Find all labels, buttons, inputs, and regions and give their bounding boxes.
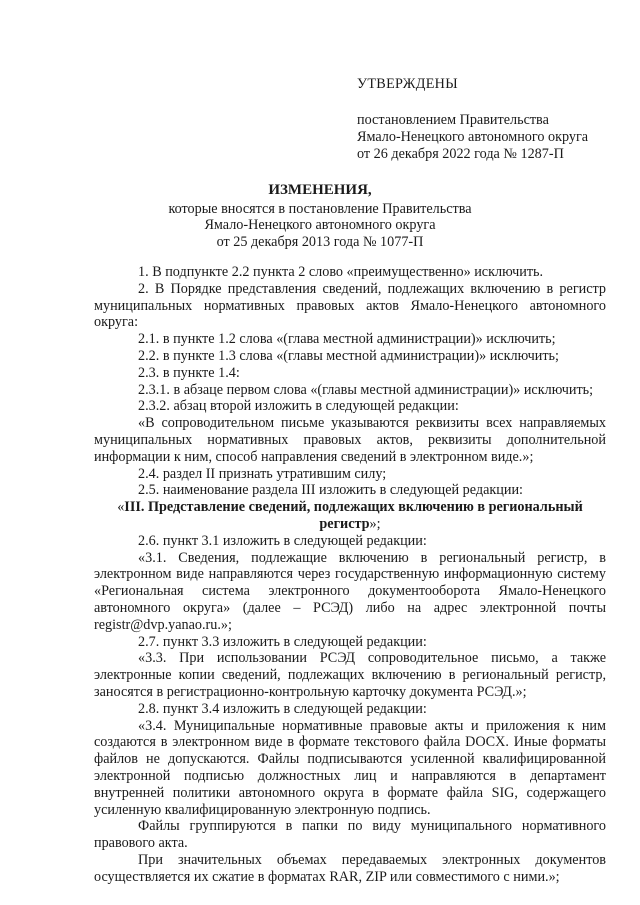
document-body (94, 264, 606, 885)
quote-1: «В сопроводительном письме указываются реквизиты всех направляемых муниципальных нормативных правовых актов, реквизиты дополнительной информации к ним, способ направления сведений в электронном виде.»; (94, 415, 606, 465)
approval-line-2: Ямало-Ненецкого автономного округа (357, 129, 589, 145)
paragraph-2-7: 2.7. пункт 3.3 изложить в следующей редакции: (138, 633, 427, 650)
quote-4: «3.4. Муниципальные нормативные правовые акты и приложения к ним создаются в электронном виде в формате текстового файла DOCX. Иные форматы файлов не допускаются. Файлы подписываются усиленной квалифицированной электронной подписью должностных лиц и направляются в департамент внутренней политики автономного округа в формате файла SIG, содержащего усиленную квалифицированную электронную подпись. (94, 717, 606, 818)
paragraph-1: 1. В подпункте 2.2 пункта 2 слово «преимущественно» исключить. (138, 264, 544, 280)
paragraph-2-3: 2.3. в пункте 1.4: (138, 364, 240, 381)
quote-4c: При значительных объемах передаваемых электронных документов осуществляется их сжатие в форматах RAR, ZIP или совместимого с ними.»; (94, 851, 606, 885)
paragraph-2-4: 2.4. раздел II признать утратившим силу; (138, 465, 387, 482)
paragraph-2-6: 2.6. пункт 3.1 изложить в следующей редакции: (138, 532, 427, 549)
title-sub-3: от 25 декабря 2013 года № 1077-П (216, 233, 424, 250)
paragraph-2-8: 2.8. пункт 3.4 изложить в следующей редакции: (138, 700, 427, 717)
approval-line-1: постановлением Правительства (357, 112, 549, 128)
section-title (94, 499, 606, 533)
paragraph-2-3-1: 2.3.1. в абзаце первом слова «(главы местной администрации)» исключить; (138, 381, 594, 398)
approval-stamp (357, 76, 627, 163)
section-open-quote: « (117, 499, 125, 516)
quote-3: «3.3. При использовании РСЭД сопроводительное письмо, а также электронные копии сведений, подлежащих включению в региональный регистр, заносятся в регистрационно-контрольную карточку документа РСЭД.»; (94, 650, 606, 700)
paragraph-2: 2. В Порядке представления сведений, подлежащих включению в регистр муниципальных нормативных правовых актов Ямало-Ненецкого автономного округа: (94, 280, 606, 331)
paragraph-2-3-2: 2.3.2. абзац второй изложить в следующей редакции: (138, 398, 459, 415)
approval-line-3: от 26 декабря 2022 года № 1287-П (357, 146, 564, 162)
quote-2: «3.1. Сведения, подлежащие включению в региональный регистр, в электронном виде направляются через государственную информационную систему «Региональная система электронного документооборота Ямало-Ненецкого автономного округа» (далее – РСЭД) либо на адрес электронной почты registr@dvp.yanao.ru.»; (94, 549, 606, 633)
paragraph-2-2: 2.2. в пункте 1.3 слова «(главы местной администрации)» исключить; (138, 347, 559, 364)
title-sub-2: Ямало-Ненецкого автономного округа (204, 217, 436, 233)
paragraph-2-5: 2.5. наименование раздела III изложить в следующей редакции: (138, 482, 523, 499)
quote-4b: Файлы группируются в папки по виду муниципального нормативного правового акта. (94, 818, 606, 852)
title-main: ИЗМЕНЕНИЯ, (268, 182, 372, 198)
title-sub-1: которые вносятся в постановление Правительства (168, 200, 472, 217)
approval-heading: УТВЕРЖДЕНЫ (357, 76, 458, 92)
section-close-quote: »; (369, 515, 381, 532)
document-title (0, 182, 640, 250)
paragraph-2-1: 2.1. в пункте 1.2 слова «(глава местной администрации)» исключить; (138, 331, 556, 348)
section-title-text: III. Представление сведений, подлежащих включению в региональный регистр (124, 499, 583, 532)
